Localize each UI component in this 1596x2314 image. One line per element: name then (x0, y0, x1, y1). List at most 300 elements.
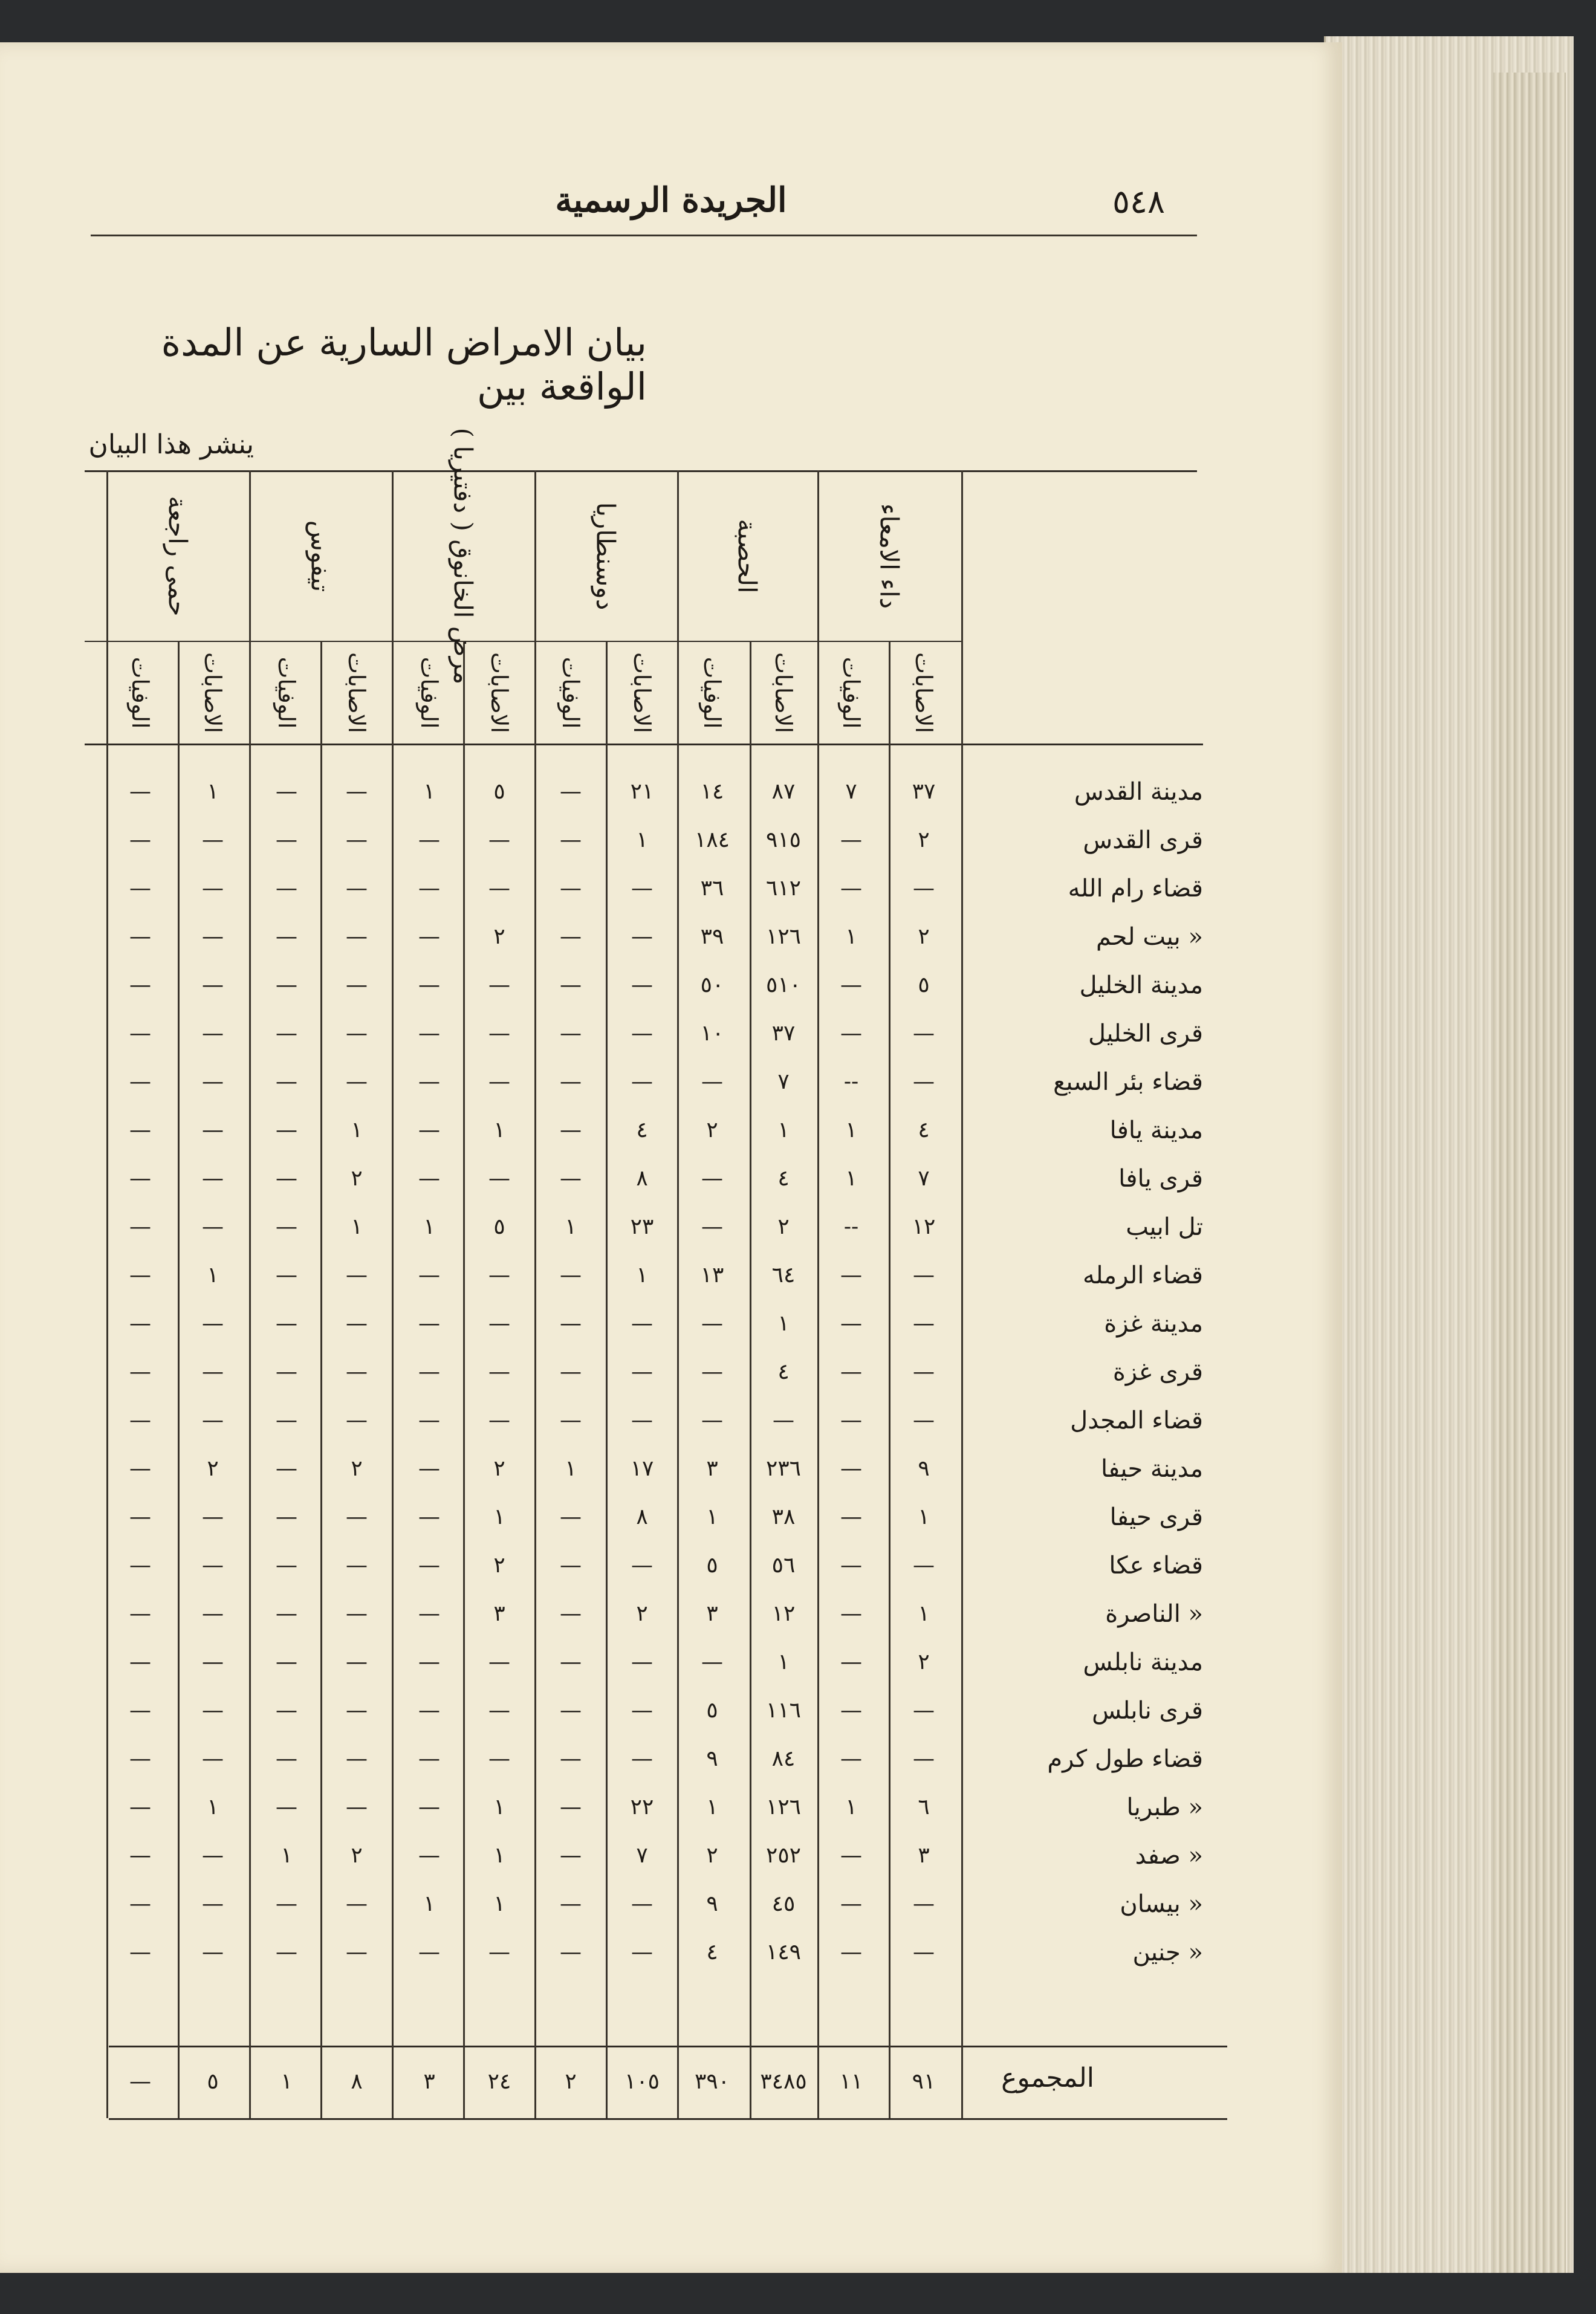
table-cell: ٢ (706, 1118, 718, 1142)
table-cell: — (129, 1650, 151, 1674)
table-cell: ١ (918, 1601, 930, 1626)
table-cell: ٤ (777, 1166, 790, 1191)
table-cell: — (129, 779, 151, 804)
table-cell: — (129, 1021, 151, 1046)
table-cell: ١ (777, 1311, 790, 1336)
publish-note: ينشر هذا البيان (88, 429, 254, 460)
sub-header: الوفيات (557, 656, 584, 729)
table-cell: — (560, 1843, 582, 1868)
table-cell: ٥٦ (771, 1553, 796, 1578)
totals-cell: ٣٩٠ (694, 2069, 730, 2094)
table-cell: — (129, 1940, 151, 1965)
row-label: تل ابيب (1126, 1213, 1203, 1241)
table-cell: — (276, 1891, 297, 1916)
totals-cell: ٩١ (912, 2069, 936, 2094)
table-cell: — (202, 1843, 224, 1868)
totals-cell: ٢ (565, 2069, 577, 2094)
row-label: مدينة نابلس (1083, 1648, 1203, 1676)
table-cell: — (129, 1263, 151, 1288)
table-cell: ١ (207, 779, 219, 804)
table-cell: — (129, 1795, 151, 1820)
table-cell: ١ (493, 1795, 505, 1820)
table-cell: ١ (423, 1214, 435, 1239)
table-cell: — (346, 1069, 368, 1094)
table-cell: — (560, 1311, 582, 1336)
table-cell: ٢ (636, 1601, 648, 1626)
table-cell: — (418, 1843, 440, 1868)
table-cell: ١ (281, 1843, 293, 1868)
table-cell: ٢ (777, 1214, 790, 1239)
table-cell: ١ (493, 1118, 505, 1142)
statement-title: بيان الامراض السارية عن المدة الواقعة بين (161, 320, 647, 409)
table-cell: — (631, 1553, 653, 1578)
table-cell: — (840, 1408, 862, 1433)
table-cell: — (202, 924, 224, 949)
table-cell: — (488, 1311, 510, 1336)
table-cell: — (202, 1940, 224, 1965)
table-cell: — (488, 1650, 510, 1674)
table-cell: — (631, 1069, 653, 1094)
table-cell: — (418, 924, 440, 949)
table-cell: — (202, 876, 224, 901)
totals-cell: ٣٤٨٥ (760, 2069, 807, 2094)
table-cell: — (202, 1505, 224, 1529)
table-cell: ٤ (777, 1360, 790, 1384)
table-cell: — (840, 1891, 862, 1916)
row-label: « بيت لحم (1095, 923, 1203, 951)
table-cell: — (773, 1408, 794, 1433)
table-cell: — (840, 1553, 862, 1578)
table-cell: — (560, 1408, 582, 1433)
totals-top-rule (109, 2046, 1227, 2047)
table-cell: — (913, 1069, 935, 1094)
table-top-rule (85, 470, 1197, 472)
table-cell: — (418, 1505, 440, 1529)
table-cell: — (560, 924, 582, 949)
table-cell: — (488, 1069, 510, 1094)
table-cell: — (418, 1746, 440, 1771)
table-cell: — (418, 1166, 440, 1191)
column-divider (320, 641, 322, 2118)
sub-header: الاصابات (199, 652, 226, 734)
table-cell: — (202, 1311, 224, 1336)
table-cell: — (276, 1795, 297, 1820)
table-cell: ٨ (636, 1505, 648, 1529)
table-cell: — (276, 924, 297, 949)
table-cell: ١ (777, 1118, 790, 1142)
table-cell: — (701, 1166, 723, 1191)
table-cell: ١ (706, 1795, 718, 1820)
table-cell: — (560, 1650, 582, 1674)
table-cell: — (129, 876, 151, 901)
table-cell: ١٢ (771, 1601, 796, 1626)
sub-header: الوفيات (699, 656, 725, 729)
table-cell: — (129, 1891, 151, 1916)
table-cell: — (346, 876, 368, 901)
group-header: الحصبة (732, 519, 762, 594)
table-cell: — (560, 1940, 582, 1965)
table-cell: — (202, 1650, 224, 1674)
row-label: مدينة حيفا (1100, 1455, 1203, 1483)
table-cell: — (276, 1698, 297, 1723)
table-cell: — (202, 828, 224, 852)
table-cell: — (276, 1505, 297, 1529)
table-cell: — (276, 876, 297, 901)
table-cell: ١ (845, 924, 857, 949)
table-cell: — (129, 1553, 151, 1578)
table-cell: — (701, 1069, 723, 1094)
table-cell: — (560, 1795, 582, 1820)
column-divider (249, 470, 251, 2118)
row-label: « صفد (1135, 1842, 1203, 1870)
table-cell: — (560, 973, 582, 997)
subheader-rule (85, 641, 961, 642)
totals-cell: ١ (281, 2069, 293, 2094)
table-cell: — (418, 1940, 440, 1965)
totals-cell: ٥ (207, 2069, 219, 2094)
sub-header: الاصابات (343, 652, 370, 734)
table-cell: — (488, 1940, 510, 1965)
table-cell: — (418, 1698, 440, 1723)
table-cell: ٢ (493, 1553, 505, 1578)
row-label: قضاء الرمله (1082, 1262, 1203, 1289)
table-cell: — (129, 1214, 151, 1239)
table-cell: — (631, 973, 653, 997)
table-cell: — (418, 1069, 440, 1094)
table-cell: — (560, 779, 582, 804)
column-divider (463, 641, 465, 2118)
table-cell: — (418, 1118, 440, 1142)
table-cell: — (276, 1553, 297, 1578)
table-cell: ٢ (351, 1456, 363, 1481)
table-cell: — (202, 1601, 224, 1626)
row-label: قرى يافا (1118, 1165, 1203, 1193)
table-cell: -- (843, 1069, 859, 1094)
table-cell: — (418, 1263, 440, 1288)
table-cell: — (276, 1746, 297, 1771)
table-cell: ٢ (918, 924, 930, 949)
totals-cell: ١١ (839, 2069, 863, 2094)
row-label: مدينة غزة (1104, 1310, 1203, 1338)
table-cell: ١٣ (700, 1263, 724, 1288)
table-cell: — (202, 1698, 224, 1723)
table-cell: — (913, 1408, 935, 1433)
table-cell: — (202, 973, 224, 997)
table-cell: — (129, 1601, 151, 1626)
table-cell: ٦١٢ (765, 876, 801, 901)
table-cell: — (346, 1940, 368, 1965)
table-cell: — (418, 1795, 440, 1820)
table-cell: ١ (918, 1505, 930, 1529)
table-cell: — (488, 1166, 510, 1191)
table-cell: — (913, 876, 935, 901)
table-cell: ٢١ (630, 779, 654, 804)
row-label: قرى الخليل (1088, 1020, 1203, 1048)
row-label: مدينة يافا (1109, 1116, 1203, 1144)
table-cell: — (129, 1456, 151, 1481)
table-cell: — (276, 1940, 297, 1965)
table-cell: — (346, 973, 368, 997)
table-cell: — (202, 1891, 224, 1916)
table-cell: — (418, 1553, 440, 1578)
table-cell: ٣ (918, 1843, 930, 1868)
table-cell: ٣٩ (700, 924, 724, 949)
table-cell: — (488, 876, 510, 901)
table-cell: — (913, 1311, 935, 1336)
table-cell: — (913, 1698, 935, 1723)
table-cell: ٥ (706, 1698, 718, 1723)
table-cell: ١ (493, 1505, 505, 1529)
table-cell: — (276, 1408, 297, 1433)
group-header: داء الامعاء (874, 503, 904, 609)
table-cell: ١٧ (630, 1456, 654, 1481)
table-cell: — (276, 1263, 297, 1288)
table-cell: — (913, 1746, 935, 1771)
table-cell: ٩١٥ (765, 828, 801, 852)
table-cell: — (840, 1360, 862, 1384)
table-cell: ٧ (845, 779, 857, 804)
table-cell: ١ (706, 1505, 718, 1529)
table-cell: — (346, 1505, 368, 1529)
table-cell: ٧ (636, 1843, 648, 1868)
table-cell: — (560, 1891, 582, 1916)
table-cell: ٢ (918, 1650, 930, 1674)
table-cell: — (701, 1311, 723, 1336)
row-label: قرى حيفا (1109, 1503, 1203, 1531)
totals-bottom-rule (109, 2118, 1227, 2120)
page-number: ٥٤٨ (1112, 183, 1166, 221)
group-header: دوسنطاريا (591, 502, 621, 611)
table-cell: — (631, 924, 653, 949)
table-cell: — (129, 1311, 151, 1336)
table-cell: ٣٧ (771, 1021, 796, 1046)
sub-header: الوفيات (838, 656, 864, 729)
table-cell: ٨٤ (771, 1746, 796, 1771)
table-cell: — (418, 876, 440, 901)
table-cell: ٣٧ (912, 779, 936, 804)
table-cell: — (840, 1021, 862, 1046)
table-cell: ١ (845, 1166, 857, 1191)
table-cell: — (418, 1021, 440, 1046)
table-cell: — (276, 973, 297, 997)
table-cell: ١٢٦ (765, 1795, 801, 1820)
table-cell: ١ (636, 828, 648, 852)
table-cell: — (560, 828, 582, 852)
totals-cell: ٢٤ (487, 2069, 511, 2094)
sub-header: الاصابات (770, 652, 797, 734)
row-label: قرى غزة (1112, 1358, 1203, 1386)
table-cell: — (840, 1746, 862, 1771)
totals-cell: ٣ (423, 2069, 435, 2094)
table-cell: ٣٦ (700, 876, 724, 901)
table-cell: — (276, 779, 297, 804)
table-cell: — (346, 1650, 368, 1674)
table-cell: — (418, 1408, 440, 1433)
table-cell: ٣٨ (771, 1505, 796, 1529)
table-cell: — (202, 1118, 224, 1142)
table-cell: — (840, 1263, 862, 1288)
row-label: مدينة الخليل (1079, 971, 1203, 999)
running-title: الجريدة الرسمية (555, 180, 787, 220)
table-cell: — (488, 1746, 510, 1771)
table-cell: — (840, 1843, 862, 1868)
book-cover-edge (1493, 73, 1566, 2273)
table-cell: ٧ (918, 1166, 930, 1191)
table-cell: ١ (493, 1843, 505, 1868)
table-cell: — (346, 1311, 368, 1336)
table-cell: ١ (423, 779, 435, 804)
table-cell: — (840, 973, 862, 997)
sub-header: الوفيات (127, 656, 154, 729)
table-cell: — (701, 1408, 723, 1433)
table-cell: — (129, 973, 151, 997)
table-cell: — (488, 1360, 510, 1384)
sub-header: الاصابات (486, 652, 513, 734)
table-cell: — (631, 1891, 653, 1916)
table-cell: ١٤٩ (765, 1940, 801, 1965)
column-divider (534, 470, 536, 2118)
totals-cell: — (129, 2069, 151, 2094)
table-cell: — (202, 1021, 224, 1046)
table-cell: — (913, 1021, 935, 1046)
table-cell: ١ (493, 1891, 505, 1916)
table-cell: — (913, 1891, 935, 1916)
table-cell: ٤ (706, 1940, 718, 1965)
table-cell: ٣ (493, 1601, 505, 1626)
totals-cell: ١٠٥ (624, 2069, 660, 2094)
sub-header: الاصابات (910, 652, 937, 734)
group-header: حمى راجعة (163, 496, 193, 617)
table-cell: ١ (351, 1214, 363, 1239)
table-cell: — (560, 1360, 582, 1384)
table-cell: ١ (207, 1263, 219, 1288)
row-label: « طبريا (1126, 1794, 1203, 1821)
table-cell: — (840, 1601, 862, 1626)
table-cell: — (631, 1940, 653, 1965)
table-cell: — (631, 1408, 653, 1433)
row-label: قضاء رام الله (1068, 875, 1203, 903)
table-cell: ٦٤ (771, 1263, 796, 1288)
table-cell: — (701, 1360, 723, 1384)
table-cell: — (276, 1360, 297, 1384)
table-cell: — (129, 924, 151, 949)
table-cell: — (631, 1360, 653, 1384)
table-cell: ٥١٠ (765, 973, 801, 997)
table-cell: ٤٥ (771, 1891, 796, 1916)
table-cell: — (346, 828, 368, 852)
table-cell: — (840, 828, 862, 852)
table-cell: — (560, 876, 582, 901)
table-cell: — (488, 973, 510, 997)
table-cell: ٥ (918, 973, 930, 997)
table-cell: — (346, 1021, 368, 1046)
table-cell: — (560, 1505, 582, 1529)
table-cell: — (346, 1601, 368, 1626)
table-cell: — (560, 1118, 582, 1142)
table-cell: — (560, 1698, 582, 1723)
table-cell: ٤ (636, 1118, 648, 1142)
table-cell: ١ (351, 1118, 363, 1142)
table-cell: — (560, 1601, 582, 1626)
table-cell: — (346, 924, 368, 949)
table-cell: ١ (777, 1650, 790, 1674)
row-label: « بيسان (1120, 1890, 1203, 1918)
table-cell: ٢ (493, 1456, 505, 1481)
header-bottom-rule (85, 744, 1203, 745)
table-cell: — (701, 1650, 723, 1674)
row-label: مدينة القدس (1074, 778, 1203, 806)
row-label: « الناصرة (1105, 1600, 1203, 1628)
table-cell: — (418, 973, 440, 997)
table-cell: — (488, 828, 510, 852)
document-page (0, 42, 1342, 2273)
table-cell: — (129, 1843, 151, 1868)
table-cell: ٥٠ (700, 973, 724, 997)
table-cell: — (560, 1746, 582, 1771)
column-divider (606, 641, 608, 2118)
table-cell: — (202, 1214, 224, 1239)
table-cell: — (631, 1021, 653, 1046)
table-cell: -- (843, 1214, 859, 1239)
table-cell: — (346, 1891, 368, 1916)
table-cell: ١ (565, 1214, 577, 1239)
table-cell: — (488, 1698, 510, 1723)
table-cell: ٢٣٦ (765, 1456, 801, 1481)
table-cell: — (346, 1263, 368, 1288)
table-cell: ٩ (918, 1456, 930, 1481)
table-cell: — (840, 1698, 862, 1723)
table-cell: ١ (845, 1118, 857, 1142)
table-cell: — (560, 1021, 582, 1046)
table-cell: ٩ (706, 1746, 718, 1771)
table-cell: — (129, 1166, 151, 1191)
row-label: قرى القدس (1083, 826, 1203, 854)
table-cell: — (202, 1408, 224, 1433)
table-cell: ٣ (706, 1456, 718, 1481)
column-divider (961, 470, 963, 2118)
row-label: قضاء عكا (1109, 1552, 1203, 1580)
row-label: قرى نابلس (1092, 1697, 1203, 1725)
table-cell: — (276, 1456, 297, 1481)
table-cell: — (276, 1650, 297, 1674)
table-cell: — (129, 1746, 151, 1771)
table-cell: ١٨٤ (694, 828, 730, 852)
table-cell: ٢ (207, 1456, 219, 1481)
table-cell: ٢ (918, 828, 930, 852)
table-cell: ١ (207, 1795, 219, 1820)
table-cell: ١ (636, 1263, 648, 1288)
table-cell: ١٢ (912, 1214, 936, 1239)
table-cell: — (840, 1456, 862, 1481)
table-cell: — (840, 1940, 862, 1965)
table-cell: — (276, 1601, 297, 1626)
row-label: « جنين (1132, 1939, 1203, 1966)
table-cell: — (418, 1311, 440, 1336)
table-cell: — (913, 1940, 935, 1965)
table-cell: — (346, 1360, 368, 1384)
table-cell: ٣ (706, 1601, 718, 1626)
sub-header: الوفيات (273, 656, 300, 729)
table-cell: — (276, 1021, 297, 1046)
table-cell: ٦ (918, 1795, 930, 1820)
table-cell: — (418, 1360, 440, 1384)
table-cell: — (129, 1698, 151, 1723)
table-cell: — (418, 1456, 440, 1481)
group-header: تيفوس (305, 520, 336, 592)
table-cell: — (488, 1408, 510, 1433)
table-cell: — (418, 1601, 440, 1626)
table-cell: — (346, 1553, 368, 1578)
